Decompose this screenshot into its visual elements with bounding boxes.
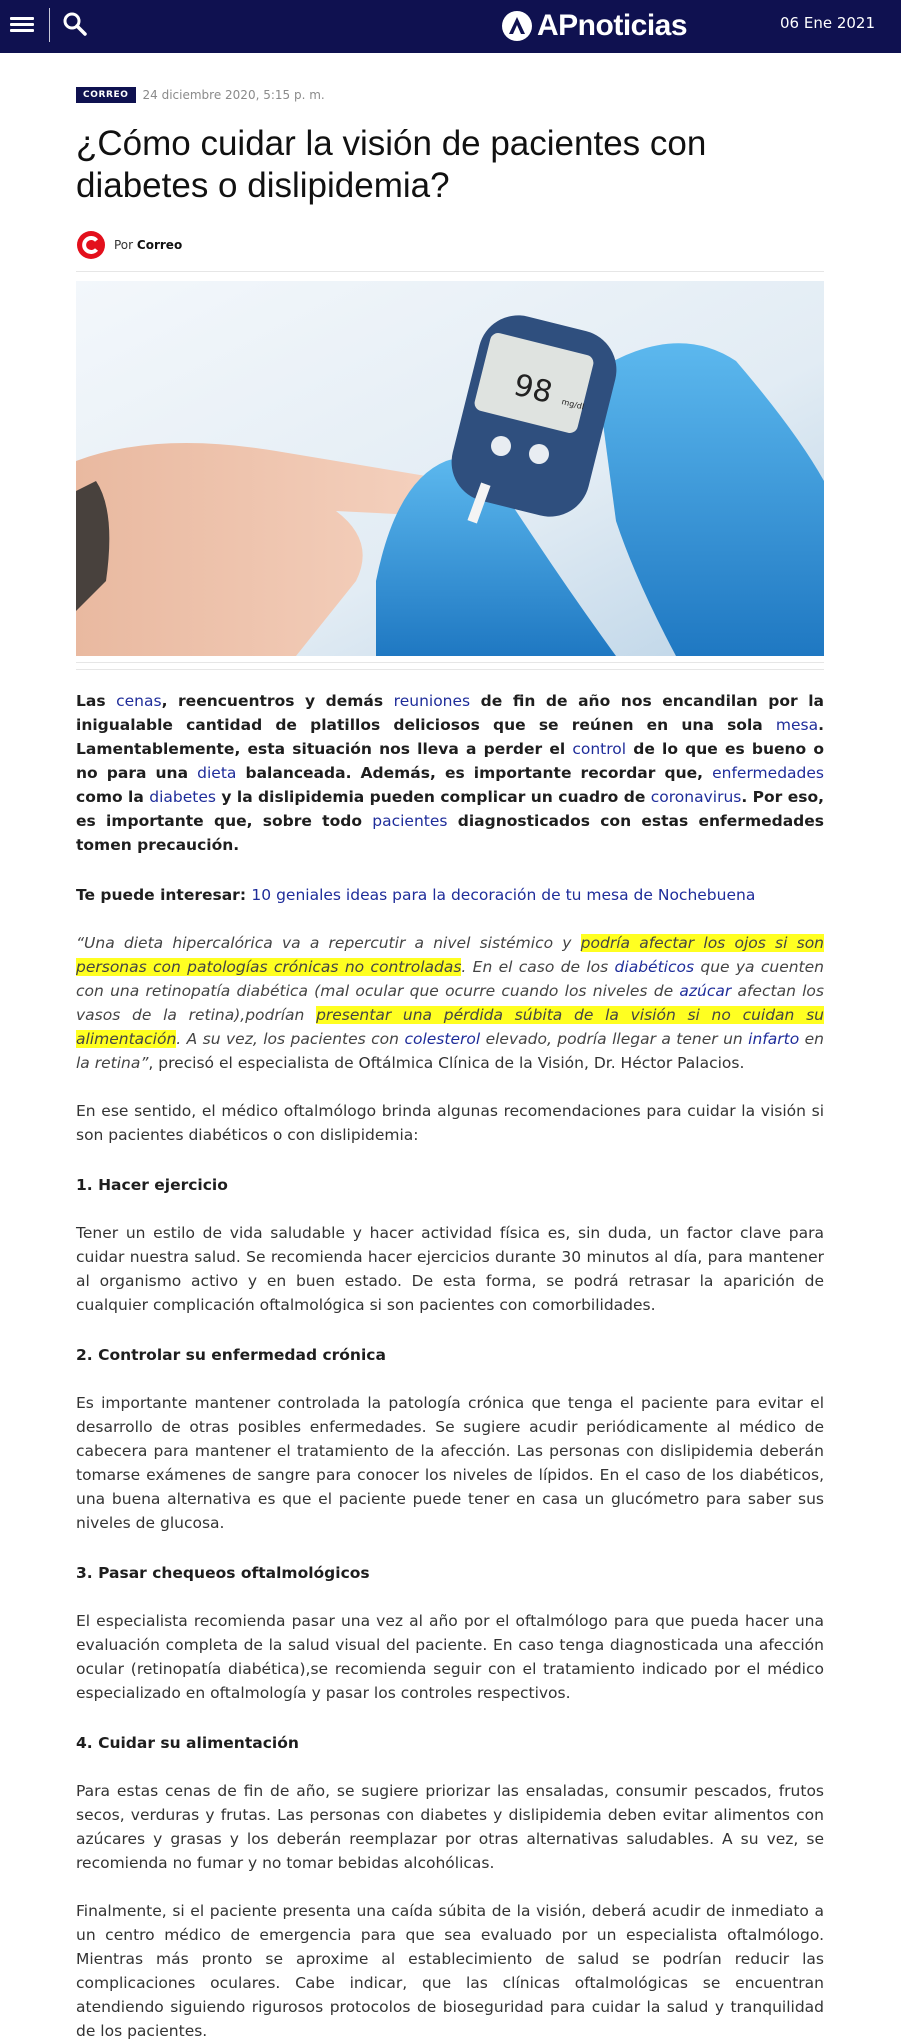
- link-dieta[interactable]: dieta: [197, 764, 237, 782]
- search-icon[interactable]: [60, 9, 90, 39]
- header-divider: [49, 8, 50, 42]
- byline-prefix: Por: [114, 238, 134, 252]
- section-heading: 4. Cuidar su alimentación: [76, 1734, 299, 1752]
- hamburger-menu-icon[interactable]: [10, 14, 36, 38]
- section-text: El especialista recomienda pasar una vez al año por el oftalmólogo para que pueda hacer una evaluación completa de la salud visual del paciente. En caso tenga diagnosticada una afección ocular (retinopatía diabética),se recomienda seguir con el tratamiento indicado por el médico especializado en oftalmología y pasar los controles respectivos.: [76, 1612, 824, 1702]
- link-reuniones[interactable]: reuniones: [393, 692, 471, 710]
- link-azucar[interactable]: azúcar: [679, 982, 732, 1000]
- intro-paragraph: En ese sentido, el médico oftalmólogo brinda algunas recomendaciones para cuidar la visión si son pacientes diabéticos o con dislipidemia:: [76, 1102, 824, 1144]
- link-colesterol[interactable]: colesterol: [404, 1030, 481, 1048]
- section-text: Para estas cenas de fin de año, se sugiere priorizar las ensaladas, consumir pescados, frutos secos, verduras y frutas. Las personas con diabetes y dislipidemia deben evitar alimentos con azúcares y grasas y los deberán reemplazar por otras alternativas saludables. A su vez, se recomienda no fumar y no tomar bebidas alcohólicas.: [76, 1782, 824, 1872]
- top-bar: [0, 0, 901, 53]
- byline-text: [114, 238, 182, 252]
- link-mesa[interactable]: mesa: [775, 716, 819, 734]
- separator: [76, 662, 824, 663]
- lead-paragraph: Las cenas, reencuentros y demás reuniones de fin de año nos encandilan por la inigualable cantidad de platillos deliciosos que se reúnen en una sola mesa. Lamentablemente, esta situación nos lleva a perder el control de lo que es bueno o no para una dieta balanceada. Además, es importante recordar que, enfermedades como la diabetes y la dislipidemia pueden complicar un cuadro de coronavirus. Por eso, es importante que, sobre todo pacientes diagnosticados con estas enfermedades tomen precaución.: [76, 692, 825, 854]
- section-text: Tener un estilo de vida saludable y hacer actividad física es, sin duda, un factor clave para cuidar nuestra salud. Se recomienda hacer ejercicios durante 30 minutos al día, para mantener al organismo activo y en buen estado. De esta forma, se podrá retrasar la aparición de cualquier complicación oftalmológica si son pacientes con comorbilidades.: [76, 1224, 824, 1314]
- logo-text: APnoticias: [537, 9, 688, 42]
- link-enfermedades[interactable]: enfermedades: [712, 764, 824, 782]
- author-logo-icon[interactable]: [76, 230, 106, 260]
- byline: [76, 229, 824, 261]
- section-heading: 1. Hacer ejercicio: [76, 1176, 228, 1194]
- site-logo[interactable]: [502, 6, 687, 46]
- publish-date: 24 diciembre 2020, 5:15 p. m.: [142, 88, 325, 102]
- related-label: Te puede interesar:: [76, 886, 252, 904]
- article-meta: [76, 86, 824, 104]
- quote-paragraph: “Una dieta hipercalórica va a repercutir a nivel sistémico y podría afectar los ojos si son personas con patologías crónicas no controladas. En el caso de los diabéticos que ya cuenten con una retinopatía diabética (mal ocular que ocurre cuando los niveles de azúcar afectan los vasos de la retina),podrían presentar una pérdida súbita de la visión si no cuidan su alimentación. A su vez, los pacientes con colesterol elevado, podría llegar a tener un infarto en la retina”, precisó el especialista de Oftálmica Clínica de la Visión, Dr. Héctor Palacios.: [76, 934, 824, 1072]
- meter-unit: mg/dl: [560, 397, 586, 412]
- related-article: [76, 883, 824, 907]
- article: [76, 86, 824, 2043]
- section-tag[interactable]: CORREO: [76, 87, 136, 103]
- link-infarto[interactable]: infarto: [748, 1030, 800, 1048]
- closing-paragraph: Finalmente, si el paciente presenta una caída súbita de la visión, deberá acudir de inmediato a un centro médico de emergencia para que sea evaluado por un especialista oftalmólogo. Mientras más pronto se aproxime al establecimiento de salud se podrían reducir las complicaciones oculares. Cabe indicar, que las clínicas oftalmológicas se encuentran atendiendo siguiendo rigurosos protocolos de bioseguridad para cuidar la salud y tranquilidad de los pacientes.: [76, 1902, 824, 2040]
- logo-mark-icon: [502, 11, 532, 41]
- link-pacientes[interactable]: pacientes: [372, 812, 448, 830]
- header-date: 06 Ene 2021: [780, 14, 876, 32]
- related-link[interactable]: 10 geniales ideas para la decoración de tu mesa de Nochebuena: [251, 886, 756, 904]
- highlight-2: presentar una pérdida súbita de la visión si no cuidan su alimentación: [76, 1006, 824, 1048]
- article-body: [76, 689, 824, 2043]
- link-cenas[interactable]: cenas: [116, 692, 162, 710]
- highlight-1: podría afectar los ojos si son personas con patologías crónicas no controladas: [76, 934, 824, 976]
- separator: [76, 669, 824, 670]
- link-diabeticos[interactable]: diabéticos: [614, 958, 695, 976]
- section-heading: 2. Controlar su enfermedad crónica: [76, 1346, 386, 1364]
- meter-reading: 98: [510, 367, 556, 411]
- section-text: Es importante mantener controlada la patología crónica que tenga el paciente para evitar el desarrollo de otras posibles enfermedades. Se sugiere acudir periódicamente al médico de cabecera para mantener el tratamiento de la afección. Las personas con dislipidemia deberán tomarse exámenes de sangre para conocer los niveles de lípidos. En el caso de los diabéticos, una buena alternativa es que el paciente puede tener en casa un glucómetro para saber sus niveles de glucosa.: [76, 1394, 824, 1532]
- link-diabetes[interactable]: diabetes: [149, 788, 216, 806]
- author-name[interactable]: Correo: [136, 238, 183, 252]
- section-heading: 3. Pasar chequeos oftalmológicos: [76, 1564, 370, 1582]
- separator: [76, 271, 824, 272]
- article-title: ¿Cómo cuidar la visión de pacientes con diabetes o dislipidemia?: [76, 124, 707, 205]
- link-control[interactable]: control: [572, 740, 627, 758]
- hero-image: [76, 281, 824, 656]
- link-coronavirus[interactable]: coronavirus: [650, 788, 742, 806]
